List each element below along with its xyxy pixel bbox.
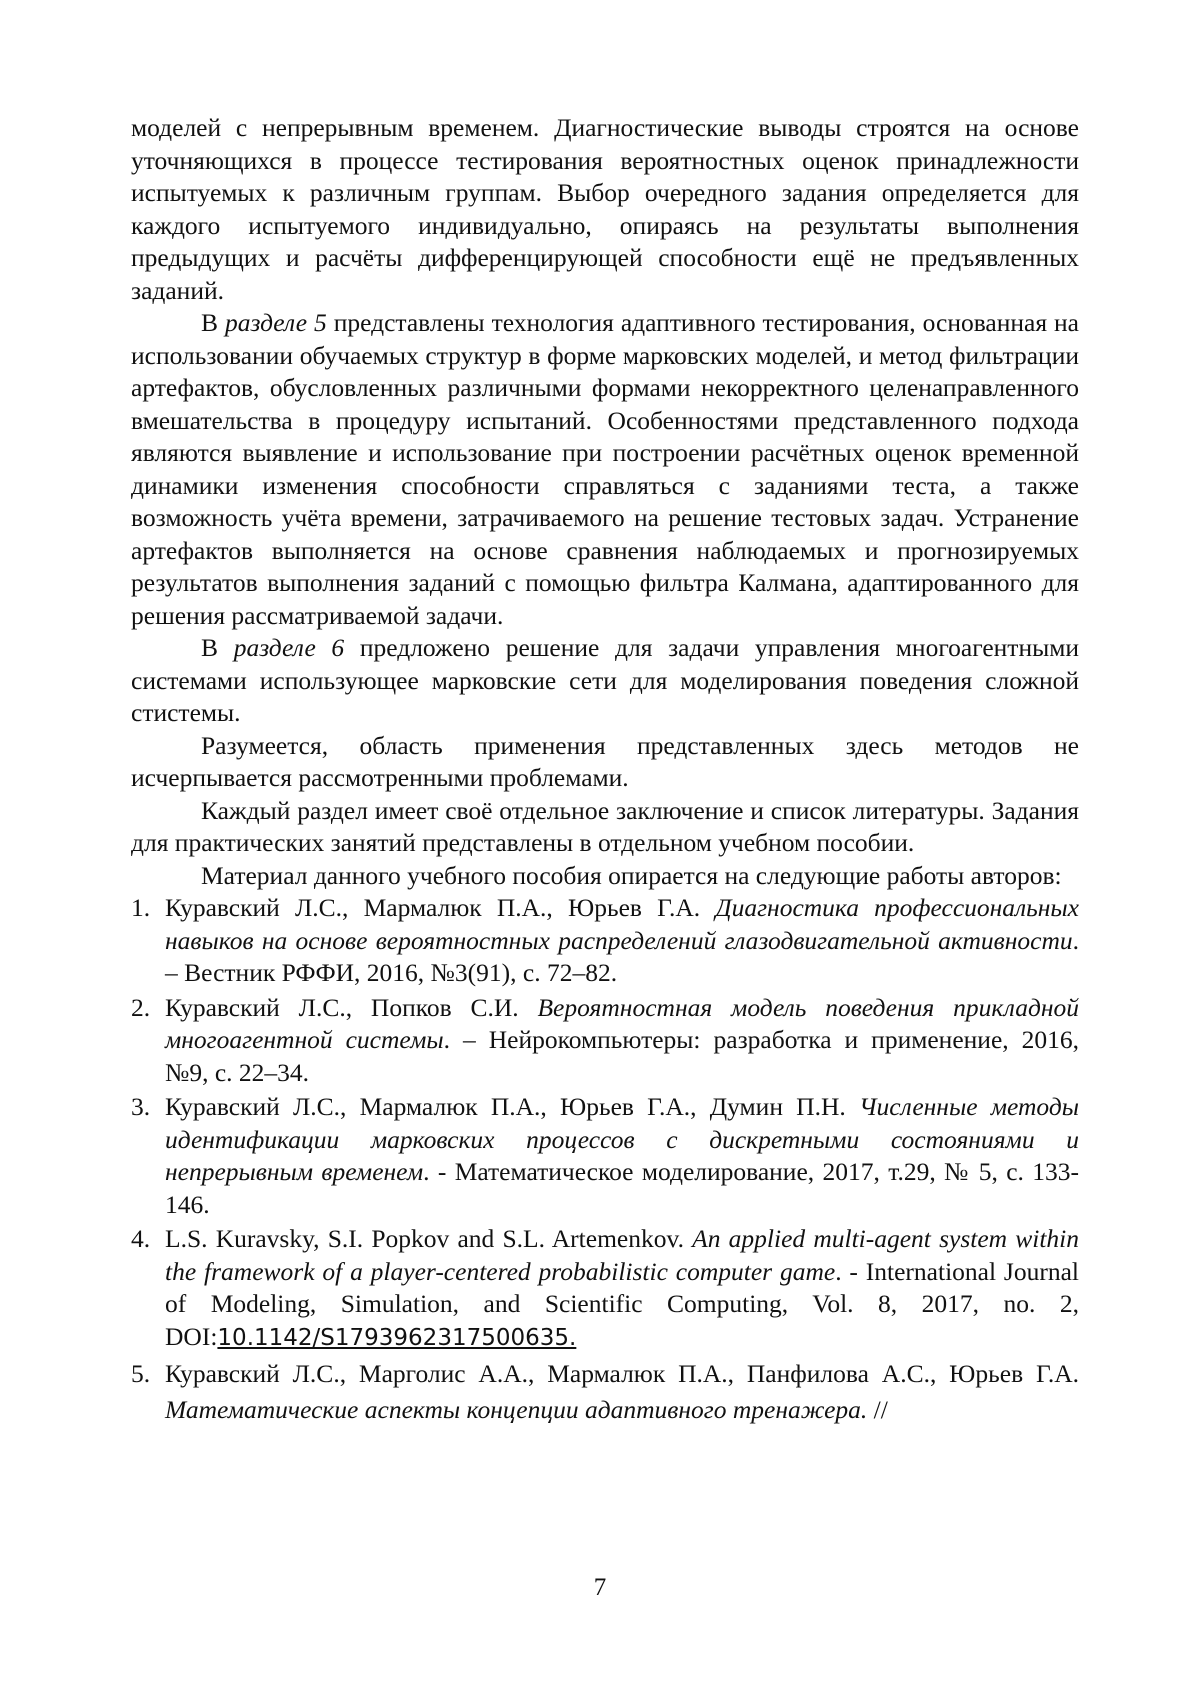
reference-item (131, 1223, 1079, 1354)
reference-source: . - Математическое моделирование, 2017, т.29, № 5, с. 133-146. (165, 1157, 1079, 1219)
paragraph-continuation (131, 112, 1079, 307)
paragraph-text: предложено решение для задачи управления многоагентными системами использующее марковские сети для моделирования поведения сложной стистемы. (131, 633, 1080, 727)
reference-source: . – Вестник РФФИ, 2016, №3(91), с. 72–82. (165, 925, 1079, 987)
reference-item (131, 1091, 1079, 1221)
reference-number: 1. (131, 893, 151, 922)
reference-title: Диагностика профессиональных навыков на основе вероятностных распределений глазодвигательной активности (165, 893, 1080, 955)
reference-authors: Куравский Л.С., Мармалюк П.А., Юрьев Г.А. (165, 893, 716, 922)
paragraph-structure (131, 795, 1079, 860)
reference-number: 2. (131, 992, 151, 1022)
reference-list (131, 892, 1079, 1428)
reference-source: // (867, 1395, 888, 1424)
reference-title: Вероятностная модель поведения прикладной многоагентной системы (165, 992, 1079, 1054)
doi-link[interactable]: 10.1142/S1793962317500635. (217, 1324, 577, 1351)
reference-number: 5. (131, 1359, 151, 1388)
reference-authors: L.S. Kuravsky, S.I. Popkov and S.L. Artemenkov. (165, 1224, 693, 1253)
paragraph-section-5 (131, 307, 1079, 632)
paragraph-lead: В (201, 633, 234, 662)
paragraph-section-6 (131, 632, 1079, 730)
document-page (131, 112, 1079, 1430)
reference-authors: Куравский Л.С., Марголис А.А., Мармалюк П.А., Панфилова А.С., Юрьев Г.А. (165, 1359, 1079, 1388)
reference-item (131, 992, 1079, 1090)
reference-number: 4. (131, 1224, 151, 1253)
paragraph-scope (131, 730, 1079, 795)
paragraph-text: Разумеется, область применения представленных здесь методов не исчерпывается рассмотренными проблемами. (131, 730, 1079, 792)
reference-item (131, 892, 1079, 990)
reference-authors: Куравский Л.С., Мармалюк П.А., Юрьев Г.А., Думин П.Н. (165, 1092, 859, 1121)
section-5-reference: разделе 5 (224, 308, 327, 337)
paragraph-text: Каждый раздел имеет своё отдельное заключение и список литературы. Задания для практических занятий представлены в отдельном учебном пособии. (131, 795, 1079, 857)
reference-title: An applied multi-agent system within the framework of a player-centered probabilistic computer game (165, 1224, 1080, 1286)
page-number: 7 (593, 1574, 607, 1601)
reference-source: . – Нейрокомпьютеры: разработка и применение, 2016, №9, с. 22–34. (165, 1025, 1079, 1087)
section-6-reference: разделе 6 (233, 633, 345, 662)
paragraph-text: моделей с непрерывным временем. Диагностические выводы строятся на основе уточняющихся в процессе тестирования вероятностных оценок принадлежности испытуемых к различным группам. Выбор очередного задания определяется для каждого испытуемого индивидуально, опираясь на результаты выполнения предыдущих и расчёты дифференцирующей способности ещё не предъявленных заданий. (131, 113, 1079, 305)
reference-item (131, 1356, 1079, 1428)
paragraph-text: Материал данного учебного пособия опирается на следующие работы авторов: (201, 860, 1062, 890)
paragraph-lead: В (201, 308, 225, 337)
paragraph-text: представлены технология адаптивного тестирования, основанная на использовании обучаемых структур в форме марковских моделей, и метод фильтрации артефактов, обусловленных различными формами некорректного целенаправленного вмешательства в процедуру испытаний. Особенностями представленного подхода являются выявление и использование при построении расчётных оценок временной динамики изменения способности справляться с заданиями теста, а также возможность учёта времени, затрачиваемого на решение тестовых задач. Устранение артефактов выполняется на основе сравнения наблюдаемых и прогнозируемых результатов выполнения заданий с помощью фильтра Калмана, адаптированного для решения рассматриваемой задачи. (131, 308, 1079, 630)
reference-source: . - International Journal of Modeling, Simulation, and Scientific Computing, Vol. 8, 2017, no. 2, DOI: (165, 1256, 1079, 1351)
reference-title: Математические аспекты концепции адаптивного тренажера. (165, 1395, 868, 1424)
reference-title: Численные методы идентификации марковских процессов с дискретными состояниями и непрерывным временем (165, 1092, 1079, 1186)
reference-number: 3. (131, 1092, 151, 1121)
paragraph-sources-intro (131, 860, 1079, 893)
reference-authors: Куравский Л.С., Попков С.И. (165, 992, 538, 1022)
